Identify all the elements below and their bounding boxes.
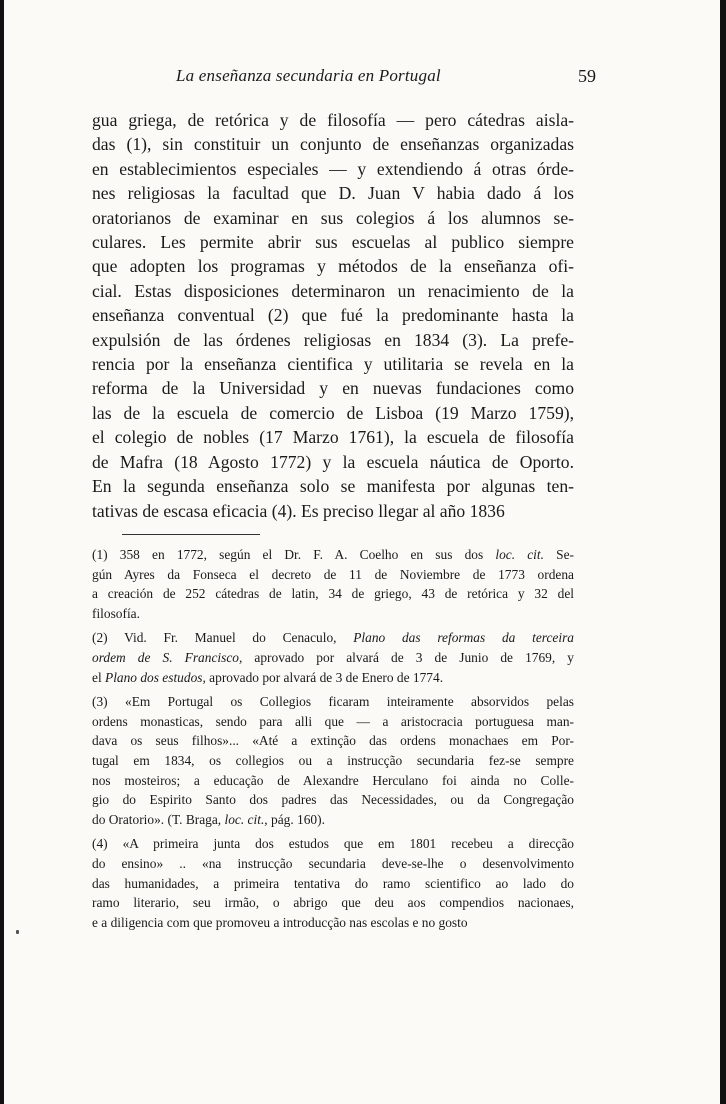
running-header: La enseñanza secundaria en Portugal bbox=[176, 66, 441, 85]
page-number: 59 bbox=[578, 66, 596, 86]
footnote-line bbox=[92, 893, 574, 913]
body-line: tativas de escasa eficacia (4). Es preciso llegar al año 1836 bbox=[92, 500, 505, 521]
body-line: de Mafra (18 Agosto 1772) y la escuela náutica de Oporto. bbox=[92, 451, 574, 472]
footnote-text: aprovado por alvará de 3 de Junio de 1769, y bbox=[242, 649, 574, 665]
footnote-line bbox=[92, 692, 574, 712]
footnote-text: gún Ayres da Fonseca el decreto de 11 de Noviembre de 1773 ordena bbox=[92, 566, 574, 582]
footnote-line bbox=[92, 565, 574, 585]
footnote-line bbox=[92, 628, 574, 648]
footnote-line bbox=[92, 874, 574, 894]
footnote-separator bbox=[122, 534, 260, 535]
body-line: das (1), sin constituir un conjunto de enseñanzas organizadas bbox=[92, 134, 574, 155]
footnote-text: Se- bbox=[543, 547, 574, 562]
body-line: que adopten los programas y métodos de la enseñanza ofi- bbox=[92, 256, 574, 277]
footnote-text: (4) «A primeira junta dos estudos que em 1801 recebeu a direcção bbox=[92, 836, 574, 852]
italic-citation: loc. cit. bbox=[224, 811, 265, 827]
footnote bbox=[92, 545, 574, 623]
footnotes-block bbox=[92, 545, 574, 937]
footnote-line bbox=[92, 584, 574, 604]
footnote-text: filosofía. bbox=[92, 605, 140, 621]
footnote-text: do Oratorio». (T. Braga, bbox=[92, 811, 225, 827]
footnote-text: el bbox=[92, 669, 106, 685]
footnote bbox=[92, 628, 574, 687]
footnote-text: (2) Vid. Fr. Manuel do Cenaculo, bbox=[92, 630, 354, 646]
body-line: reforma de la Universidad y en nuevas fundaciones como bbox=[92, 378, 574, 399]
italic-citation: ordem de S. Francisco, bbox=[92, 649, 243, 665]
body-line: en establecimientos especiales — y extendiendo á otras órde- bbox=[92, 158, 574, 179]
footnote-text: do ensino» .. «na instrucção secundaria deve-se-lhe o desenvolvimento bbox=[92, 855, 574, 871]
footnote-line bbox=[92, 545, 574, 565]
main-text-block bbox=[92, 108, 574, 523]
book-page bbox=[4, 0, 720, 1104]
footnote-line bbox=[92, 668, 574, 688]
body-line: cial. Estas disposiciones determinaron un renacimiento de la bbox=[92, 280, 574, 301]
footnote-text: dava os seus filhos»... «Até a extinção das ordens monachaes em Por- bbox=[92, 733, 574, 749]
footnote-text: das humanidades, a primeira tentativa do ramo scientifico ao lado do bbox=[92, 875, 574, 891]
footnote-text: e a diligencia com que promoveu a introducção nas escolas e no gosto bbox=[92, 914, 468, 930]
footnote-line bbox=[92, 810, 574, 830]
footnote-line bbox=[92, 790, 574, 810]
italic-citation: loc. cit. bbox=[495, 547, 544, 562]
footnote-text: gio do Espirito Santo dos padres das Necessidades, ou da Congregação bbox=[92, 792, 574, 808]
footnote-text: aprovado por alvará de 3 de Enero de 1774. bbox=[205, 669, 444, 685]
italic-citation: Plano das reformas da terceira bbox=[353, 630, 574, 646]
footnote bbox=[92, 834, 574, 932]
body-line: las de la escuela de comercio de Lisboa (19 Marzo 1759), bbox=[92, 402, 574, 423]
body-line: expulsión de las órdenes religiosas en 1834 (3). La prefe- bbox=[92, 329, 574, 350]
footnote-line bbox=[92, 854, 574, 874]
footnote-line bbox=[92, 913, 574, 933]
footnote-text: (3) «Em Portugal os Collegios ficaram inteiramente absorvidos pelas bbox=[92, 694, 574, 710]
footnote-text: nos mosteiros; a educação de Alexandre Herculano foi ainda no Colle- bbox=[92, 772, 574, 788]
body-line: enseñanza conventual (2) que fué la predominante hasta la bbox=[92, 305, 574, 326]
body-line: oratorianos de examinar en sus colegios á los alumnos se- bbox=[92, 207, 574, 228]
footnote-text: a creación de 252 cátedras de latin, 34 de griego, 43 de retórica y 32 del bbox=[92, 586, 574, 602]
footnote bbox=[92, 692, 574, 829]
footnote-text: ordens monasticas, sendo para alli que — a aristocracia portuguesa man- bbox=[92, 713, 574, 729]
body-line: el colegio de nobles (17 Marzo 1761), la escuela de filosofía bbox=[92, 427, 574, 448]
footnote-line bbox=[92, 834, 574, 854]
footnote-text: (1) 358 en 1772, según el Dr. F. A. Coelho en sus dos bbox=[92, 547, 496, 562]
italic-citation: Plano dos estudos, bbox=[105, 669, 206, 685]
ink-speck bbox=[16, 930, 19, 934]
body-line: culares. Les permite abrir sus escuelas al publico siempre bbox=[92, 232, 574, 253]
body-line: gua griega, de retórica y de filosofía — pero cátedras aisla- bbox=[92, 110, 574, 130]
footnote-line bbox=[92, 648, 574, 668]
body-line: En la segunda enseñanza solo se manifesta por algunas ten- bbox=[92, 476, 574, 497]
footnote-line bbox=[92, 751, 574, 771]
body-line: nes religiosas la facultad que D. Juan V habia dado á los bbox=[92, 183, 574, 204]
footnote-text: , pág. 160). bbox=[264, 811, 325, 827]
body-line: rencia por la enseñanza cientifica y utilitaria se revela en la bbox=[92, 354, 574, 375]
footnote-text: tugal em 1834, os collegios ou a instrucção secundaria fez-se sempre bbox=[92, 752, 574, 768]
footnote-text: ramo literario, seu irmão, o abrigo que deu aos compendios nacionaes, bbox=[92, 895, 574, 911]
footnote-line bbox=[92, 604, 574, 624]
footnote-line bbox=[92, 771, 574, 791]
footnote-line bbox=[92, 731, 574, 751]
footnote-line bbox=[92, 712, 574, 732]
